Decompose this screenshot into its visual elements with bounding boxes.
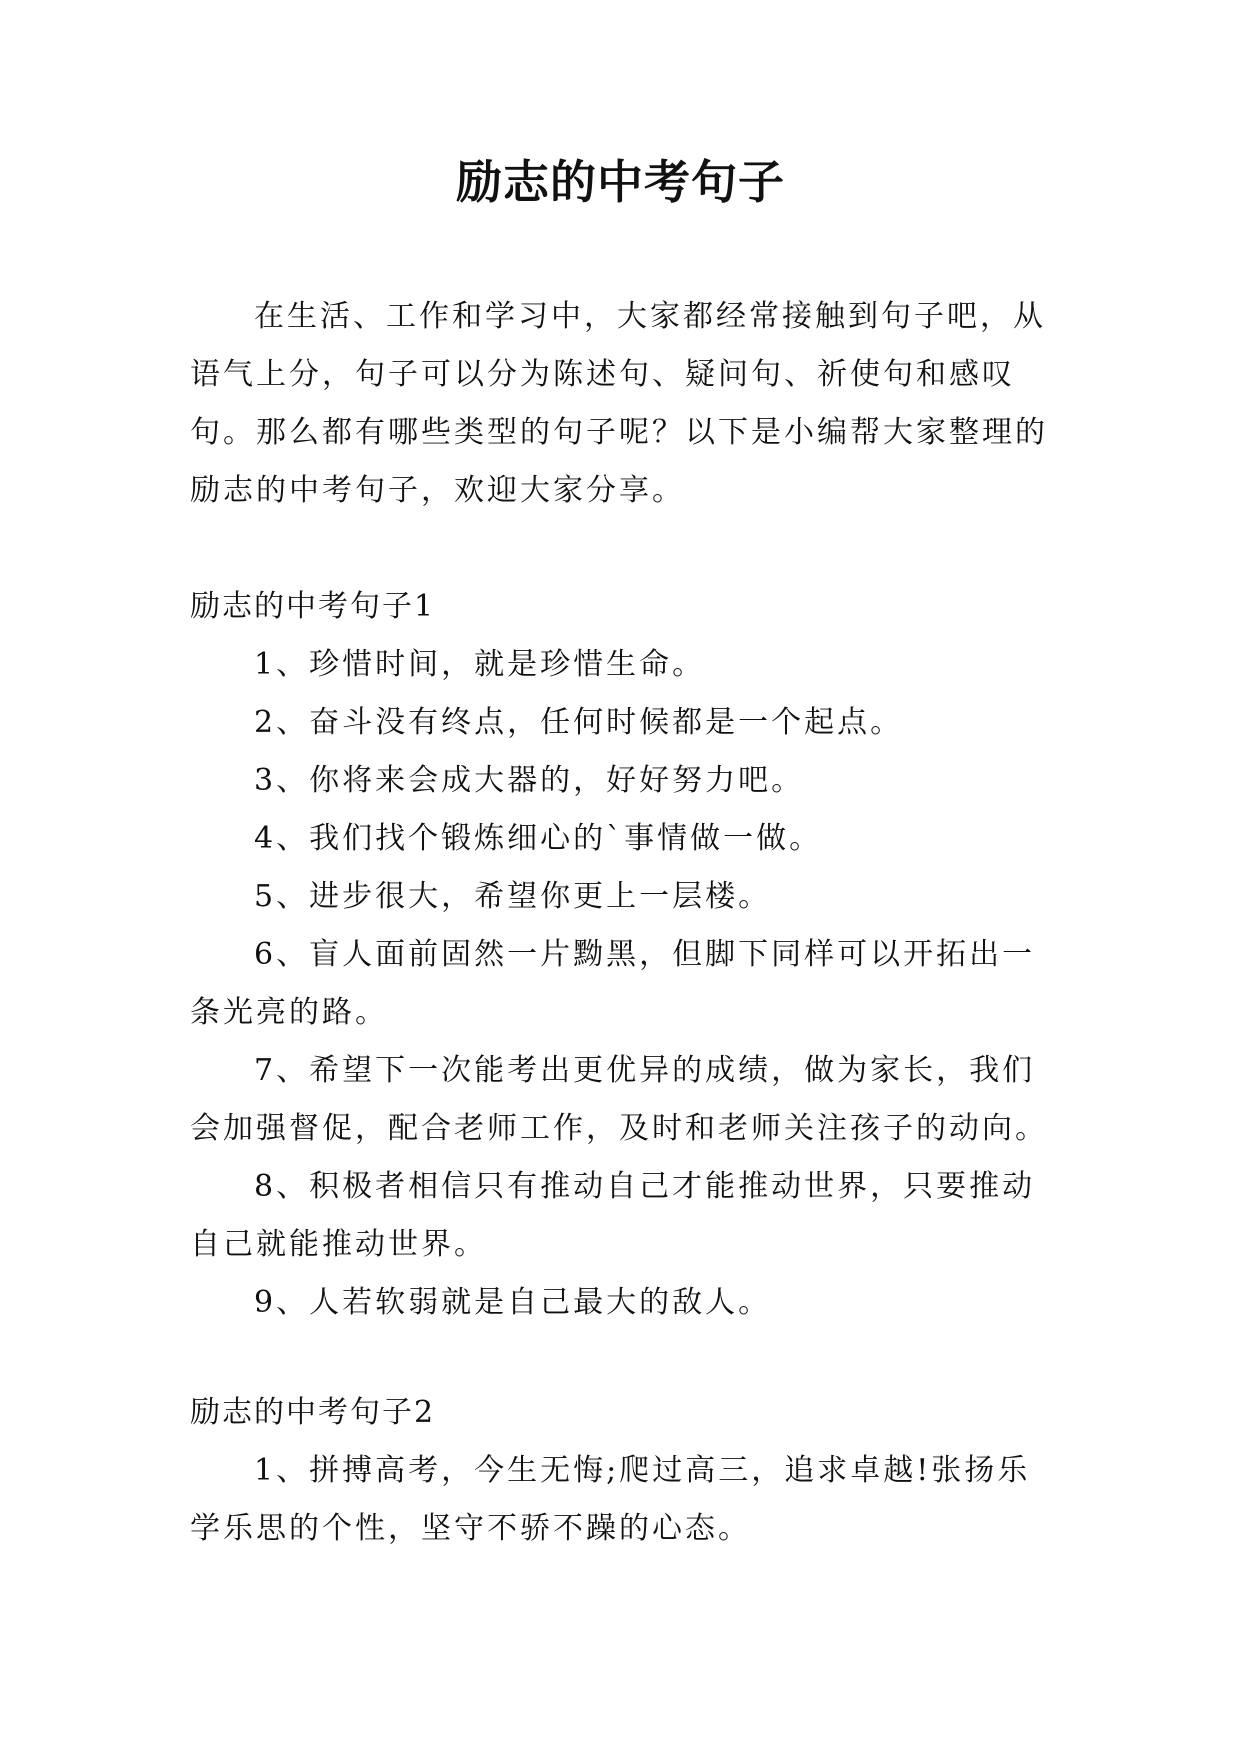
list-item: 7、希望下一次能考出更优异的成绩，做为家长，我们会加强督促，配合老师工作，及时和老师关注孩子的动向。	[190, 1053, 1048, 1146]
list-item: 6、盲人面前固然一片黝黑，但脚下同样可以开拓出一条光亮的路。	[190, 937, 1036, 1030]
section-2	[190, 1384, 1050, 1558]
list-item: 9、人若软弱就是自己最大的敌人。	[254, 1285, 772, 1320]
document-title: 励志的中考句子	[456, 155, 785, 209]
list-item: 2、奋斗没有终点，任何时候都是一个起点。	[254, 705, 904, 740]
list-item: 8、积极者相信只有推动自己才能推动世界，只要推动自己就能推动世界。	[190, 1169, 1036, 1262]
list-item: 1、拼搏高考，今生无悔;爬过高三，追求卓越!张扬乐学乐思的个性，坚守不骄不躁的心态。	[190, 1453, 1031, 1546]
list-item: 3、你将来会成大器的，好好努力吧。	[254, 763, 805, 798]
list-item: 5、进步很大，希望你更上一层楼。	[254, 879, 772, 914]
list-item: 1、珍惜时间，就是珍惜生命。	[254, 647, 706, 682]
intro-paragraph: 在生活、工作和学习中，大家都经常接触到句子吧，从语气上分，句子可以分为陈述句、疑问句、祈使句和感叹句。那么都有哪些类型的句子呢？以下是小编帮大家整理的励志的中考句子，欢迎大家分享。	[190, 299, 1048, 508]
section-1	[190, 578, 1050, 1332]
section-heading: 励志的中考句子1	[190, 589, 436, 624]
list-item: 4、我们找个锻炼细心的`事情做一做。	[254, 821, 823, 856]
section-heading: 励志的中考句子2	[190, 1395, 436, 1430]
